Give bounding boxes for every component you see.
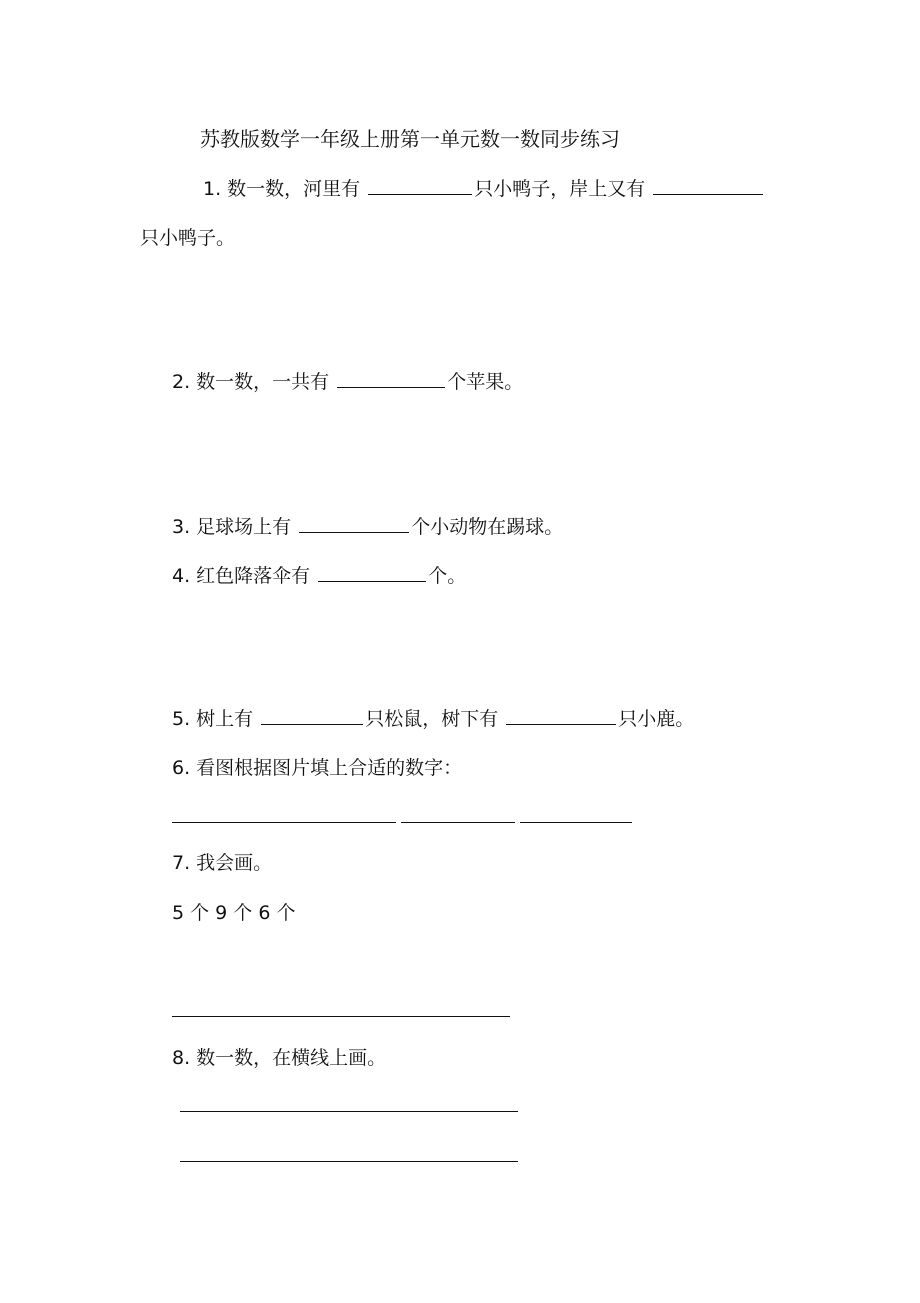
- answer-line-6b[interactable]: [401, 822, 515, 823]
- question-4: [172, 563, 466, 588]
- answer-blank-1a[interactable]: [368, 176, 472, 195]
- answer-blank-3[interactable]: [299, 514, 409, 533]
- question-3-prefix: 3. 足球场上有: [172, 516, 292, 538]
- answer-blank-5a[interactable]: [261, 706, 363, 725]
- drawing-line-7[interactable]: [172, 1016, 510, 1017]
- answer-blank-5b[interactable]: [506, 706, 616, 725]
- question-5: [172, 706, 694, 731]
- question-3: [172, 514, 563, 539]
- question-3-suffix: 个小动物在踢球。: [411, 516, 564, 538]
- question-8: 8. 数一数，在横线上画。: [172, 1047, 387, 1069]
- question-1-prefix: 1. 数一数，河里有: [203, 178, 361, 200]
- question-2-suffix: 个苹果。: [447, 371, 524, 393]
- drawing-line-8a[interactable]: [180, 1111, 518, 1112]
- question-2: [172, 369, 523, 394]
- question-4-suffix: 个。: [428, 565, 467, 587]
- drawing-line-8b[interactable]: [180, 1161, 518, 1162]
- answer-line-6a[interactable]: [172, 822, 396, 823]
- answer-blank-1b[interactable]: [653, 176, 763, 195]
- question-4-prefix: 4. 红色降落伞有: [172, 565, 311, 587]
- question-5-suffix: 只小鹿。: [618, 708, 695, 730]
- question-5-prefix: 5. 树上有: [172, 708, 254, 730]
- question-7-counts: 5 个 9 个 6 个: [172, 902, 296, 924]
- answer-blank-4[interactable]: [318, 563, 426, 582]
- answer-line-6c[interactable]: [520, 822, 632, 823]
- question-1-line-2: [140, 226, 235, 250]
- question-7: 7. 我会画。: [172, 852, 273, 874]
- question-1-line-1: [203, 176, 763, 201]
- question-1-mid: 只小鸭子，岸上又有: [474, 178, 646, 200]
- question-1-suffix: 只小鸭子。: [140, 227, 236, 249]
- answer-blank-2[interactable]: [337, 369, 445, 388]
- question-5-mid: 只松鼠，树下有: [365, 708, 499, 730]
- question-6: 6. 看图根据图片填上合适的数字：: [172, 757, 463, 779]
- question-2-prefix: 2. 数一数，一共有: [172, 371, 330, 393]
- page-title: 苏教版数学一年级上册第一单元数一数同步练习: [200, 127, 620, 151]
